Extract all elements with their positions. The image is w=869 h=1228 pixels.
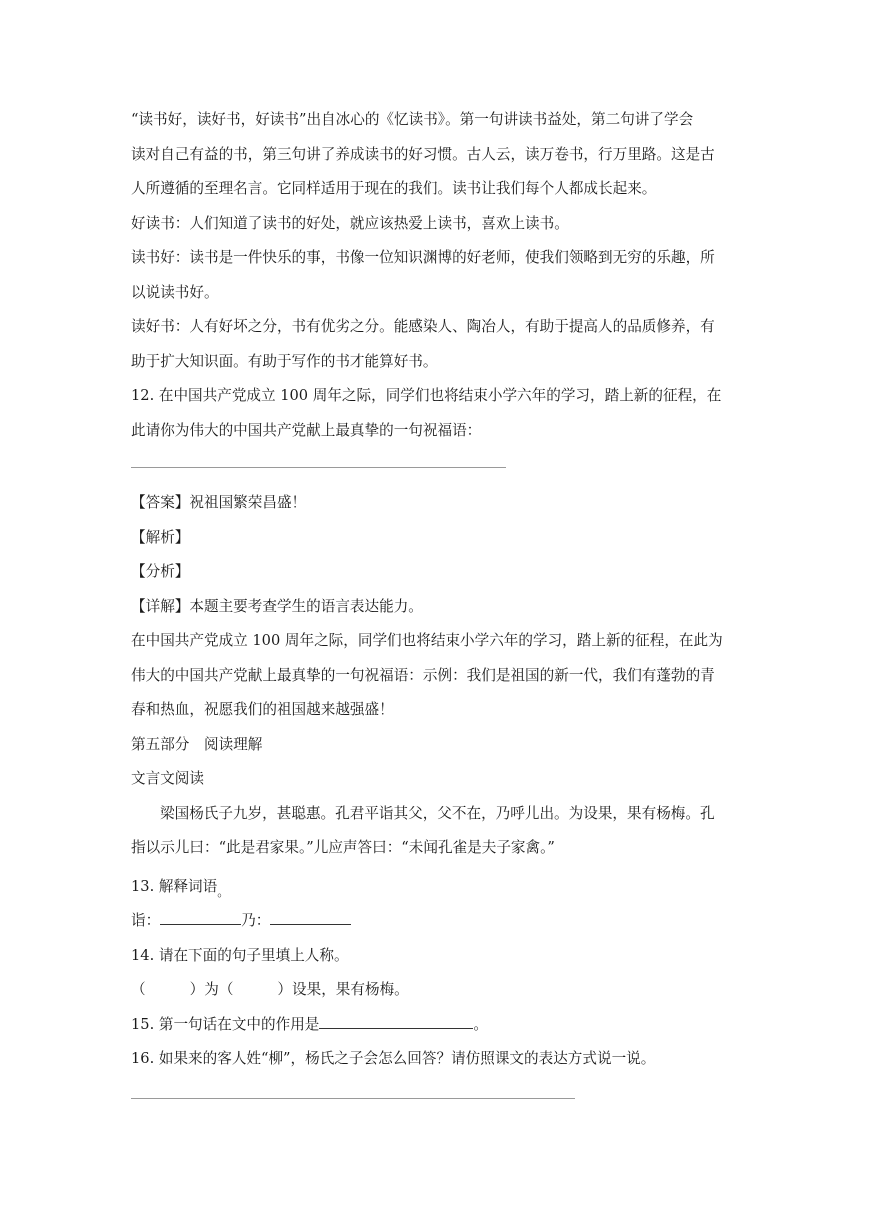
section-heading: 第五部分 阅读理解	[131, 735, 263, 753]
text-line: “读书好，读好书，好读书”出自冰心的《忆读书》。第一句讲读书益处，第二句讲了学会	[131, 111, 694, 128]
text-line: 读好书：人有好坏之分，书有优劣之分。能感染人、陶冶人，有助于提高人的品质修养，有	[131, 318, 715, 335]
subsection-heading: 文言文阅读	[131, 770, 204, 787]
answer-blank-line[interactable]	[131, 466, 506, 468]
question-text: 14. 请在下面的句子里填上人称。	[131, 946, 349, 964]
analysis-label: 【解析】	[131, 528, 190, 546]
fill-blank-2[interactable]	[270, 906, 351, 925]
blank-label: 乃：	[241, 912, 271, 929]
text-line: 读书好：读书是一件快乐的事，书像一位知识渊博的好老师，使我们领略到无穷的乐趣，所	[131, 249, 715, 266]
answer-label: 【答案】祝祖国繁荣昌盛！	[131, 494, 307, 511]
detail-label: 【详解】本题主要考查学生的语言表达能力。	[131, 597, 423, 615]
question-title: 15. 第一句话在文中的作用是	[131, 1015, 320, 1033]
text-line: 助于扩大知识面。有助于写作的书才能算好书。	[131, 352, 438, 370]
fill-blank[interactable]	[319, 1010, 473, 1029]
text-line: 在中国共产党成立 100 周年之际，同学们也将结束小学六年的学习，踏上新的征程，在此为	[131, 632, 723, 649]
text-line: 以说读书好。	[131, 283, 219, 301]
question-13	[131, 870, 742, 939]
question-title: 13. 解释词语	[131, 877, 218, 895]
question-text	[131, 870, 742, 905]
text-line: 人所遵循的至理名言。它同样适用于现在的我们。读书让我们每个人都成长起来。	[131, 180, 657, 197]
question-blanks	[131, 904, 742, 939]
classical-passage	[131, 797, 742, 866]
text-line: 春和热血，祝愿我们的祖国越来越强盛！	[131, 701, 394, 718]
blank-label: 诣：	[131, 912, 161, 929]
question-text: 此请你为伟大的中国共产党献上最真挚的一句祝福语：	[131, 421, 482, 439]
fill-blank-1[interactable]	[160, 906, 241, 925]
punctuation: 。	[473, 1015, 488, 1033]
paren-close: ）	[189, 981, 205, 998]
question-14	[131, 939, 742, 1008]
answer-blank-line[interactable]	[131, 1097, 575, 1099]
document-page	[131, 103, 742, 1117]
text-line: 伟大的中国共产党献上最真挚的一句祝福语：示例：我们是祖国的新一代，我们有蓬勃的青	[131, 666, 715, 684]
passage-line: 梁国杨氏子九岁，甚聪惠。孔君平诣其父，父不在，乃呼儿出。为设果，果有杨梅。孔	[160, 804, 715, 822]
question-15	[131, 1008, 742, 1043]
question-text	[131, 1008, 742, 1043]
punctuation: 。	[217, 884, 230, 899]
passage-line: 指以示儿曰：“此是君家果。”儿应声答曰：“未闻孔雀是夫子家禽。”	[131, 839, 555, 856]
question-16	[131, 1042, 742, 1099]
analysis-sub-label: 【分析】	[131, 563, 190, 580]
text-line: 读对自己有益的书，第三句讲了养成读书的好习惯。古人云，读万卷书，行万里路。这是古	[131, 145, 715, 163]
intro-paragraphs	[131, 103, 742, 379]
question-text: 16. 如果来的客人姓“柳”，杨氏之子会怎么回答？请仿照课文的表达方式说一说。	[131, 1050, 656, 1067]
sentence-part: ）设果，果有杨梅。	[277, 981, 409, 998]
answer-section	[131, 486, 742, 797]
sentence-part: 为（	[204, 981, 234, 998]
question-text: 12. 在中国共产党成立 100 周年之际，同学们也将结束小学六年的学习，踏上新的征程，在	[131, 387, 722, 404]
question-12	[131, 379, 742, 468]
text-line: 好读书：人们知道了读书的好处，就应该热爱上读书，喜欢上读书。	[131, 214, 569, 232]
paren-open: （	[131, 981, 146, 998]
question-fill-sentence	[131, 973, 742, 1008]
